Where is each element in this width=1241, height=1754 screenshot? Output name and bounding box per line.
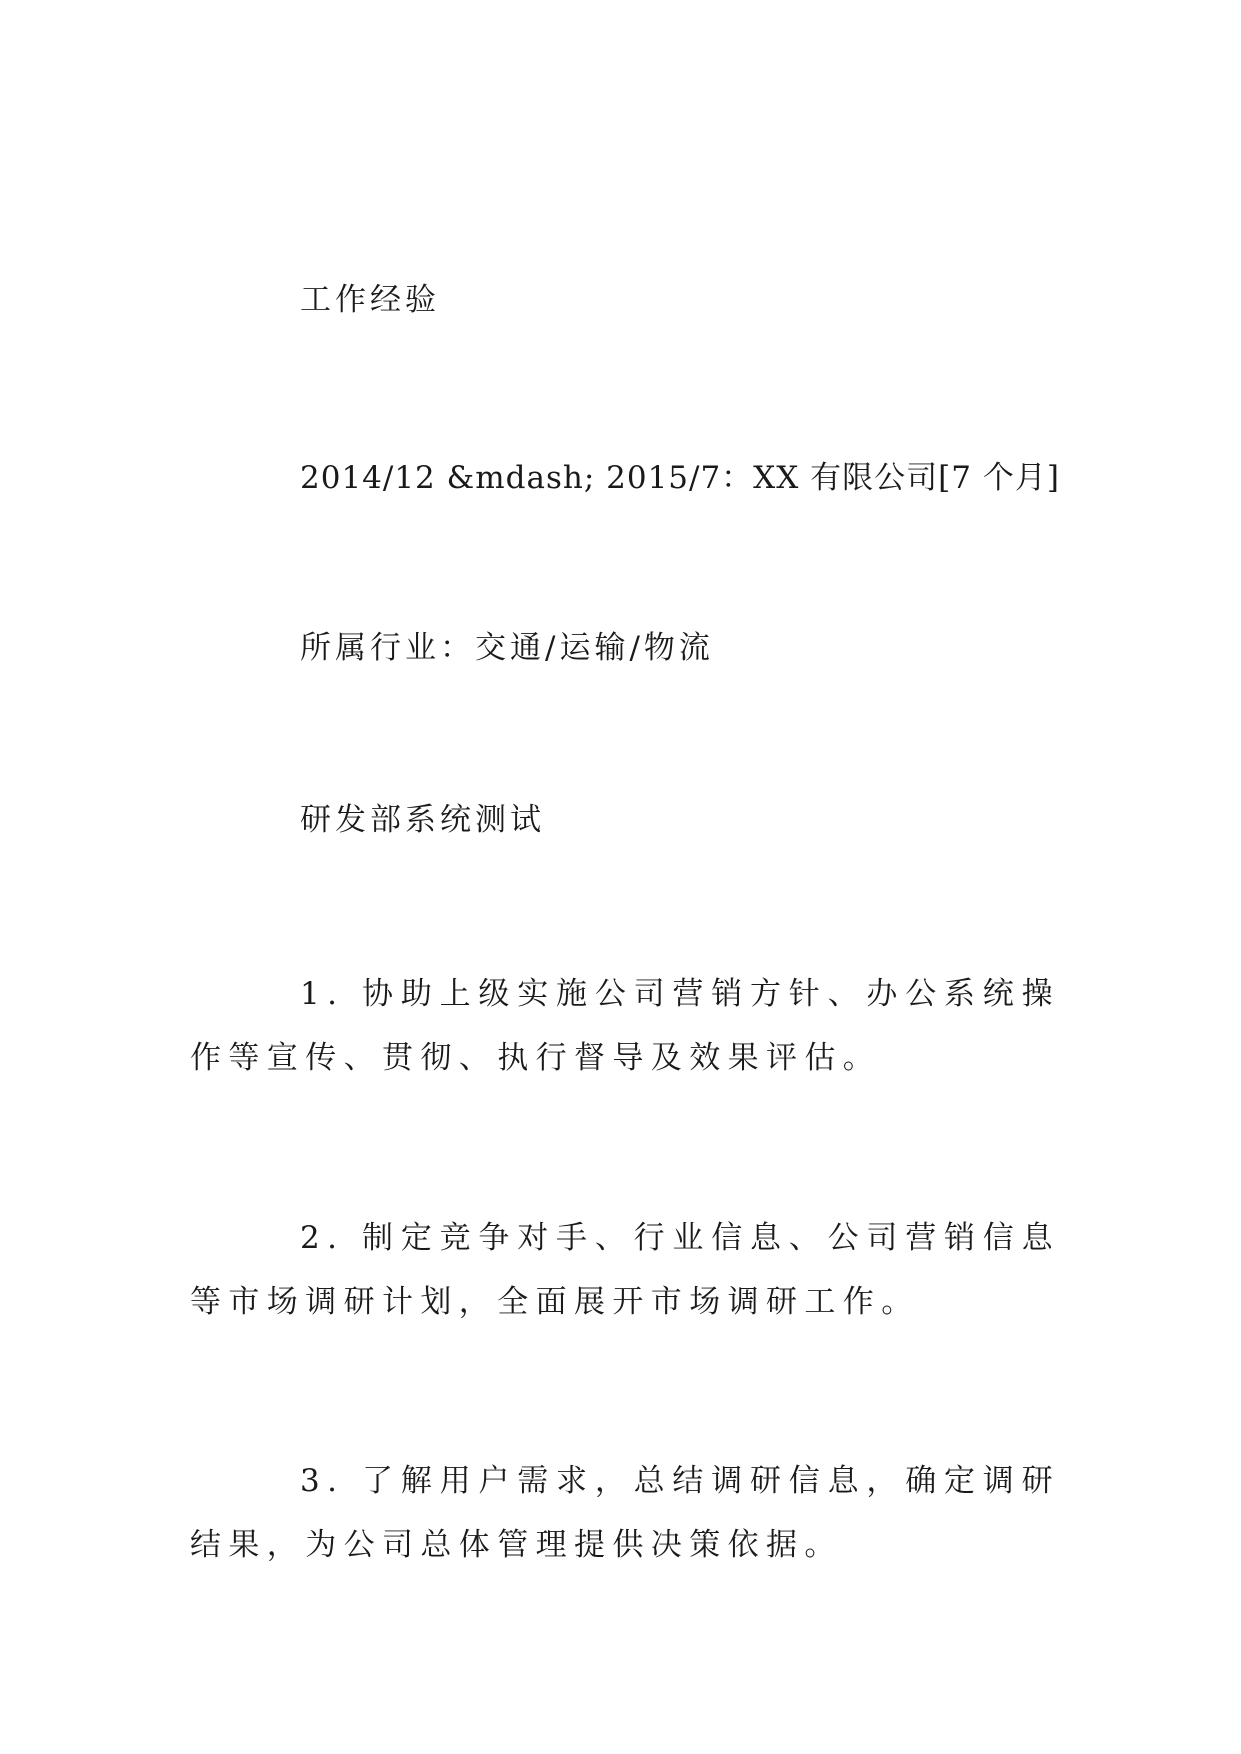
section-heading: 工作经验 [300,282,440,318]
position-title: 研发部系统测试 [300,802,545,838]
duty-item-3: 3. 了解用户需求，总结调研信息，确定调研结果，为公司总体管理提供决策依据。 [190,1463,1060,1563]
duty-item-2: 2. 制定竞争对手、行业信息、公司营销信息等市场调研计划，全面展开市场调研工作。 [190,1220,1060,1320]
industry-line: 所属行业：交通/运输/物流 [300,630,714,666]
duty-item-1: 1. 协助上级实施公司营销方针、办公系统操作等宣传、贯彻、执行督导及效果评估。 [190,976,1060,1076]
employment-period: 2014/12 &mdash; 2015/7：XX 有限公司[7 个月] [300,460,1060,496]
